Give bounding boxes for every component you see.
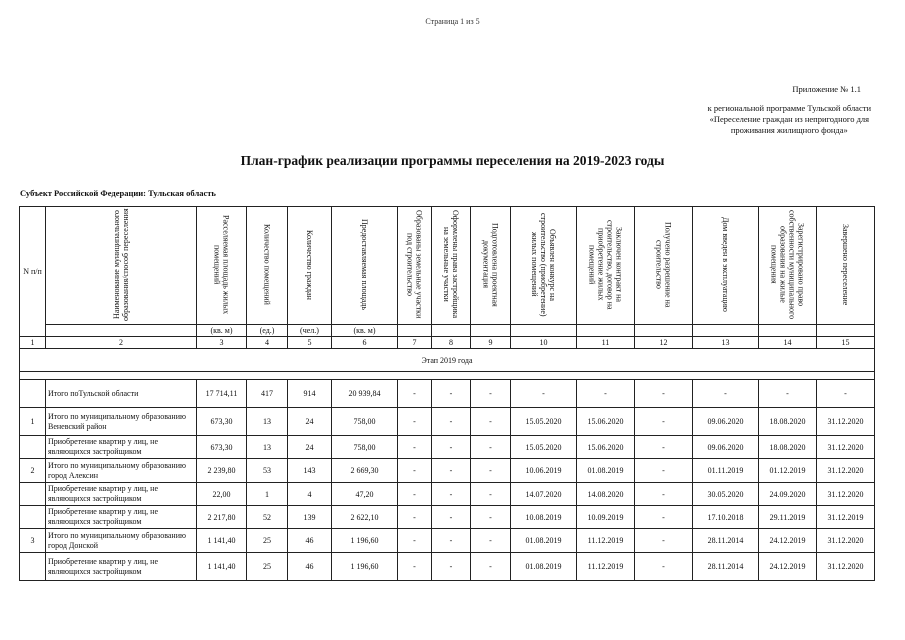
row-number: 2 (20, 459, 46, 483)
row-value: 01.08.2019 (511, 553, 577, 581)
column-header-label: Объявлен конкурс на строительство (приобретение) жилых помещений (530, 212, 557, 317)
column-header-label: Зарегистрировано право собственности муниципального образования на жилые помещения (769, 209, 806, 320)
row-value: 2 217,80 (197, 506, 247, 529)
row-number (20, 553, 46, 581)
row-value: 15.06.2020 (577, 408, 635, 436)
column-header (577, 207, 635, 325)
stage-row (20, 349, 875, 372)
row-value: - (398, 483, 432, 506)
row-value: 31.12.2020 (817, 408, 875, 436)
row-value: - (471, 436, 511, 459)
row-value: - (471, 529, 511, 553)
row-value: - (817, 380, 875, 408)
column-unit (398, 325, 432, 337)
row-value: - (398, 408, 432, 436)
row-value: 758,00 (332, 408, 398, 436)
column-number: 5 (288, 337, 332, 349)
column-header-label: Завершено переселение (841, 223, 850, 306)
row-value: - (432, 483, 471, 506)
row-value: 1 141,40 (197, 529, 247, 553)
column-header (398, 207, 432, 325)
schedule-table (19, 206, 875, 581)
page-header: Страница 1 из 5 (425, 17, 480, 26)
row-value: - (471, 553, 511, 581)
row-value: 31.12.2020 (817, 529, 875, 553)
row-value: 1 (247, 483, 288, 506)
row-name: Приобретение квартир у лиц, не являющихся застройщиком (46, 483, 197, 506)
header-row (20, 207, 875, 325)
table-row (20, 408, 875, 436)
row-value: - (635, 553, 693, 581)
row-value: - (635, 529, 693, 553)
column-number: 3 (197, 337, 247, 349)
row-value: - (635, 408, 693, 436)
column-unit (432, 325, 471, 337)
row-value: 673,30 (197, 436, 247, 459)
column-header (511, 207, 577, 325)
column-header-label: Подготовлена проектная документация (481, 222, 500, 307)
column-unit: (ед.) (247, 325, 288, 337)
row-value: 15.05.2020 (511, 436, 577, 459)
column-number: 8 (432, 337, 471, 349)
row-name: Приобретение квартир у лиц, не являющихся застройщиком (46, 553, 197, 581)
column-number: 7 (398, 337, 432, 349)
row-value: 47,20 (332, 483, 398, 506)
row-value: - (398, 553, 432, 581)
row-name: Приобретение квартир у лиц, не являющихся застройщиком (46, 506, 197, 529)
column-header-label: Расселяемая площадь жилых помещений (212, 214, 231, 315)
column-header (759, 207, 817, 325)
unit-row (20, 325, 875, 337)
column-header (46, 207, 197, 325)
row-value: 46 (288, 553, 332, 581)
table-row (20, 483, 875, 506)
row-value: 11.12.2019 (577, 529, 635, 553)
document-title: План-график реализации программы переселения на 2019-2023 годы (240, 153, 665, 168)
row-value: 24.12.2019 (759, 553, 817, 581)
row-value: - (511, 380, 577, 408)
row-value: 28.11.2014 (693, 529, 759, 553)
column-number: 6 (332, 337, 398, 349)
column-unit (577, 325, 635, 337)
row-value: 143 (288, 459, 332, 483)
row-value: 24 (288, 408, 332, 436)
row-value: - (759, 380, 817, 408)
column-header-label: Образованы земельные участки под строительство (405, 210, 424, 319)
row-value: 15.06.2020 (577, 436, 635, 459)
row-value: 2 239,80 (197, 459, 247, 483)
row-value: - (432, 408, 471, 436)
row-value: - (432, 459, 471, 483)
column-number: 15 (817, 337, 875, 349)
column-number: 4 (247, 337, 288, 349)
column-header (288, 207, 332, 325)
row-value: 914 (288, 380, 332, 408)
row-number (20, 436, 46, 459)
row-value: 30.05.2020 (693, 483, 759, 506)
column-unit (817, 325, 875, 337)
table-row (20, 436, 875, 459)
row-value: 01.08.2019 (577, 459, 635, 483)
row-value: 10.08.2019 (511, 506, 577, 529)
row-value: 18.08.2020 (759, 436, 817, 459)
row-number (20, 483, 46, 506)
appendix-line: проживания жилищного фонда» (730, 125, 848, 135)
row-value: 09.06.2020 (693, 436, 759, 459)
row-value: 25 (247, 553, 288, 581)
column-header-label: Количество граждан (305, 229, 314, 300)
row-value: - (635, 483, 693, 506)
row-value: 417 (247, 380, 288, 408)
row-value: 18.08.2020 (759, 408, 817, 436)
column-header-label: Количество помещений (262, 224, 272, 305)
column-number: 9 (471, 337, 511, 349)
row-value: 01.11.2019 (693, 459, 759, 483)
row-value: 25 (247, 529, 288, 553)
row-value: 10.06.2019 (511, 459, 577, 483)
row-value: 673,30 (197, 408, 247, 436)
row-value: 24.12.2019 (759, 529, 817, 553)
column-number: 14 (759, 337, 817, 349)
column-header-label: Заключен контракт на строительство, договор на приобретение жилых помещений (587, 219, 624, 310)
row-value: 15.05.2020 (511, 408, 577, 436)
appendix-number: Приложение № 1.1 (792, 84, 861, 94)
subject-label: Субъект Российской Федерации: Тульская область (20, 188, 216, 198)
column-unit (471, 325, 511, 337)
column-unit (759, 325, 817, 337)
column-header-label: Получено разрешение на строительство (654, 221, 673, 308)
row-value: - (635, 459, 693, 483)
column-header (332, 207, 398, 325)
column-header (197, 207, 247, 325)
column-header: N п/п (20, 207, 46, 337)
row-value: 17 714,11 (197, 380, 247, 408)
column-unit (46, 325, 197, 337)
column-header (693, 207, 759, 325)
column-header-label: Оформлены права застройщика на земельные участки (442, 210, 460, 319)
row-value: 31.12.2020 (817, 553, 875, 581)
row-value: 1 196,60 (332, 553, 398, 581)
column-header (635, 207, 693, 325)
row-name: Итого по муниципальному образованию Веневский район (46, 408, 197, 436)
row-value: - (471, 459, 511, 483)
column-number: 12 (635, 337, 693, 349)
column-header-label: Наименование муниципального образования/способ переселения (112, 208, 130, 321)
row-value: - (432, 529, 471, 553)
appendix-block (708, 84, 871, 136)
row-value: 10.09.2019 (577, 506, 635, 529)
row-name: Итого по муниципальному образованию город Алексин (46, 459, 197, 483)
row-value: - (432, 380, 471, 408)
row-value: - (471, 506, 511, 529)
column-number: 1 (20, 337, 46, 349)
column-unit (511, 325, 577, 337)
row-value: - (471, 380, 511, 408)
row-value: 14.08.2020 (577, 483, 635, 506)
column-unit: (чел.) (288, 325, 332, 337)
row-value: 2 669,30 (332, 459, 398, 483)
row-value: 758,00 (332, 436, 398, 459)
table-row (20, 529, 875, 553)
row-value: - (577, 380, 635, 408)
table-row (20, 553, 875, 581)
row-value: 4 (288, 483, 332, 506)
column-number: 11 (577, 337, 635, 349)
column-header (817, 207, 875, 325)
row-value: 31.12.2020 (817, 459, 875, 483)
row-value: 17.10.2018 (693, 506, 759, 529)
row-value: - (471, 483, 511, 506)
row-value: 14.07.2020 (511, 483, 577, 506)
column-unit (635, 325, 693, 337)
row-value: - (398, 459, 432, 483)
row-value: 31.12.2020 (817, 436, 875, 459)
row-value: 31.12.2019 (817, 506, 875, 529)
column-header (471, 207, 511, 325)
row-value: - (693, 380, 759, 408)
column-number-row (20, 337, 875, 349)
row-value: 31.12.2020 (817, 483, 875, 506)
row-number: 1 (20, 408, 46, 436)
row-name: Итого поТульской области (46, 380, 197, 408)
row-value: - (471, 408, 511, 436)
row-value: 1 196,60 (332, 529, 398, 553)
row-name: Итого по муниципальному образованию город Донской (46, 529, 197, 553)
column-header (247, 207, 288, 325)
row-value: - (432, 436, 471, 459)
row-value: - (398, 529, 432, 553)
row-value: 24 (288, 436, 332, 459)
row-name: Приобретение квартир у лиц, не являющихся застройщиком (46, 436, 197, 459)
column-unit (693, 325, 759, 337)
spacer-row (20, 372, 875, 380)
row-value: 53 (247, 459, 288, 483)
row-value: 13 (247, 408, 288, 436)
table-row (20, 380, 875, 408)
column-number: 2 (46, 337, 197, 349)
column-header (432, 207, 471, 325)
column-header-label: Дом введен в эксплуатацию (721, 217, 730, 312)
row-value: 2 622,10 (332, 506, 398, 529)
row-value: 01.08.2019 (511, 529, 577, 553)
row-value: - (398, 436, 432, 459)
row-value: 46 (288, 529, 332, 553)
table-row (20, 459, 875, 483)
column-number: 10 (511, 337, 577, 349)
row-value: 52 (247, 506, 288, 529)
row-number: 3 (20, 529, 46, 553)
row-value: 13 (247, 436, 288, 459)
stage-label: Этап 2019 года (20, 349, 875, 372)
row-value: 22,00 (197, 483, 247, 506)
row-value: 139 (288, 506, 332, 529)
row-value: 20 939,84 (332, 380, 398, 408)
row-value: 1 141,40 (197, 553, 247, 581)
row-value: 28.11.2014 (693, 553, 759, 581)
appendix-line: к региональной программе Тульской области (707, 103, 871, 113)
row-number (20, 380, 46, 408)
row-value: - (432, 506, 471, 529)
row-value: 29.11.2019 (759, 506, 817, 529)
column-header-label: Предоставляемая площадь (360, 218, 369, 311)
row-value: 01.12.2019 (759, 459, 817, 483)
row-number (20, 506, 46, 529)
row-value: - (398, 380, 432, 408)
column-unit: (кв. м) (197, 325, 247, 337)
row-value: 24.09.2020 (759, 483, 817, 506)
spacer-cell (20, 372, 875, 380)
column-unit: (кв. м) (332, 325, 398, 337)
table-row (20, 506, 875, 529)
column-number: 13 (693, 337, 759, 349)
appendix-line: «Переселение граждан из непригодного для (709, 114, 870, 124)
row-value: - (398, 506, 432, 529)
row-value: - (635, 436, 693, 459)
row-value: - (635, 506, 693, 529)
row-value: 11.12.2019 (577, 553, 635, 581)
row-value: 09.06.2020 (693, 408, 759, 436)
row-value: - (635, 380, 693, 408)
row-value: - (432, 553, 471, 581)
